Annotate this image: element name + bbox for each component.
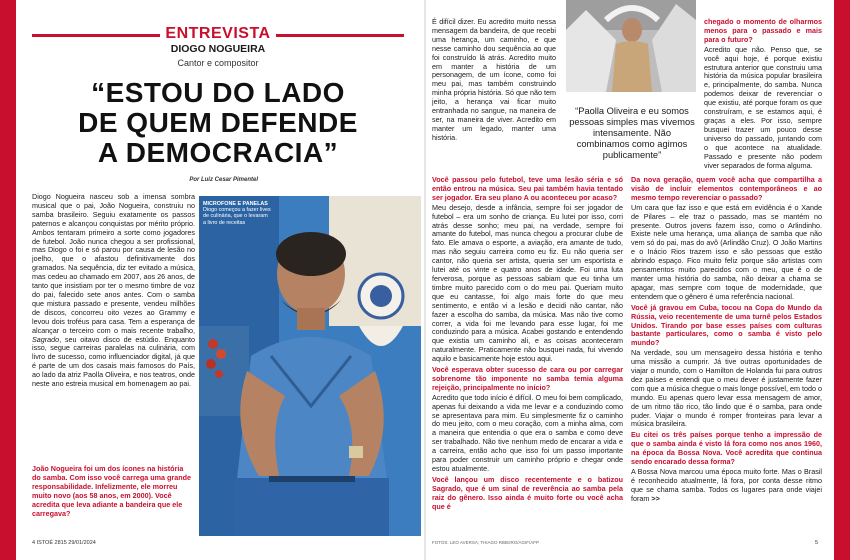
caption-text: Diogo começou a fazer lives de culinária, que o levaram a livro de receitas xyxy=(203,207,271,226)
folio-right: 5 xyxy=(814,540,818,546)
headline-line: A DEMOCRACIA” xyxy=(97,137,339,168)
interview-column-2 xyxy=(631,176,822,513)
headline xyxy=(40,78,396,168)
answer-text: Meu desejo, desde a infância, sempre foi ser jogador de futebol – era um sonho de criança. Eu lutei por isso, corri atrás desse sonho; meu pai, na verdade, sempre foi amante do futebol, mas nunca chegou a procurar clube de fato. Ele amava o esporte, a aviação, era amante de tudo, mas não seguiu carreira como eu fiz. Eu não queria ser cantor, não queria ser artista, queria ser um esportista e lutei até os vinte e quatro anos de idade. Foi uma luta ferverosa, porque as pessoas sabiam que eu tinha um timbre muito parecido com o do meu pai. Queriam muito que eu cantasse, foi algo mais forte do que meu sentimento, e então vi a lesão e decidi não cantar, não fazer a escolha do samba, da música. Mas não tive como correr, a vida foi me levando para esse lugar, foi me conduzindo para a música. Acabei gostando e entendendo que existia um caminho ali, e as coisas aconteceram naturalmente. Praticamente não busquei nada, fui vivendo aquilo e basicamente hoje estou aqui. xyxy=(432,202,623,364)
carnival-illustration xyxy=(566,0,696,92)
answer-text: Na verdade, sou um mensageiro dessa história e tenho uma missão a cumprir. Já tive outras oportunidades de viajar o mundo, com o Hamilton de Holanda fui para outros dez países e entendi que o meu dever é justamente fazer com que a música chegue o mais longe possível, em todo o mundo. Eu apenas quero levar essa mensagem de amor, de um ritmo tão rico, tão lindo que é o samba, para onde puder. Viajar o mundo é romper fronteiras para levar a música brasileira. xyxy=(631,348,822,429)
intro-album-title: Sagrado xyxy=(32,334,60,344)
answer-text: Um cara que faz isso e que está em evidência é o Xande de Pilares – ele traz o passado, mas se mantém no presente. Outros jovens fazem isso, como o Arlindinho. Existe nele uma herança, uma aliança de samba que não vem só do pai, mas do avô (Arlindão Cruz). O João Martins e o Inácio Rios trazem isso e são pessoas que estão abrindo espaço. Fico muito feliz porque são artistas com pensamentos muito parecidos com o meu, que é o de manter uma história do samba, não deixar a chama se apagar, mas sempre com toque de modernidade, que entendem que o gênero é uma referência nacional. xyxy=(631,202,822,301)
portrait-illustration xyxy=(199,196,421,536)
interview-column-1 xyxy=(432,176,623,513)
pull-quote: “Paolla Oliveira e eu somos pessoas simples mas vivemos intensamente. Não combinamos como agimos publicamente” xyxy=(569,106,695,160)
interview-body xyxy=(432,176,822,513)
carnival-photo xyxy=(566,0,696,92)
question-text: Você passou pelo futebol, teve uma lesão séria e só então entrou na música. Seu pai também havia tentado ser jogador. Era seu plano A ou aconteceu por acaso? xyxy=(432,175,623,202)
answer-text: Acredito que todo início é difícil. O meu foi bem complicado, apenas fui deixando a vida me levar e a conduzindo como se apresentava para mim. Eu simplesmente fiz o caminho do meu jeito, com o meu coração, com a minha alma, com a maneira que entendia o que era o samba e como deve ser trabalhado. Não tive nenhum medo de encarar a vida e a carreira, então acho que isso foi um passo importante para poder construir um caminho próprio e chegar onde estou atualmente. xyxy=(432,392,623,473)
answer-text xyxy=(631,468,822,504)
question-text: Você esperava obter sucesso de cara ou por carregar sobrenome tão imponente no samba temia alguma rejeição, principalmente no início? xyxy=(432,365,623,392)
section-rule-right xyxy=(276,34,404,37)
byline: Por Luiz Cesar Pimentel xyxy=(189,177,258,183)
answer-text: Acredito que não. Penso que, se você aqui hoje, é porque existiu estrutura anterior que construiu uma história da música popular brasileira e, principalmente, do samba. Nunca podemos deixar de reverenciar o que existiu, até porque foram os que construíram, e se estamos aqui, é graças a eles. Por isso, sempre busquei trazer um pouco desse universo do passado, juntando com o que acontece na atualidade. Passado e presente não podem viver separados de forma alguma. xyxy=(704,44,822,170)
caption-title: MICROFONE E PANELAS xyxy=(203,201,268,207)
headline-line: “ESTOU DO LADO xyxy=(91,77,345,108)
column-answer-heritage xyxy=(432,18,556,145)
section-label: ENTREVISTA xyxy=(165,25,271,42)
continue-marker: >> xyxy=(651,493,660,503)
photo-caption xyxy=(203,201,271,226)
page-edge-left xyxy=(0,0,16,560)
intro-paragraph xyxy=(32,193,195,389)
question-text: chegado o momento de olharmos menos para o passado e mais para o futuro? xyxy=(704,17,822,44)
headline-line: DE QUEM DEFENDE xyxy=(78,107,358,138)
question-text: Você lançou um disco recentemente e o batizou Sagrado, que é um sinal de reverência ao samba pela raiz do gênero. Isso ainda é muito forte ou você acha que é xyxy=(432,474,623,511)
spread-gutter xyxy=(424,0,426,560)
page-edge-right xyxy=(834,0,850,560)
column-past-future xyxy=(704,18,822,172)
folio-left: 4 ISTOÉ 2815 29/01/2024 xyxy=(32,540,96,546)
intro-lead: Diogo Nogueira nasceu sob a imensa sombra musical que o pai, João Nogueira, construiu no samba brasileiro. Seguiu exatamente os passos paternos e alcançou conquistas por mérito próprio. Ambos tentaram primeiro a sorte como jogadores de futebol. João nunca chegou a ser profissional, mas Diogo o foi e só parou por causa de lesão no joelho, que o afastou definitivamente dos gramados. Na sequência, diz ter evitado a música, mas cedeu ao chamado em 2007, aos 26 anos, de tanto que insistiam por ter o mesmo timbre de voz do pai, falecido sete anos antes. Com o samba que mistura passado e presente, vendeu milhões de discos, concorreu oito vezes ao Grammy e levou dois troféus para casa. Tem a esperança de alcançar o terceiro com o mais recente trabalho, xyxy=(32,192,195,335)
question-text: Da nova geração, quem você acha que compartilha a visão de incluir elementos contemporâneos e ao mesmo tempo reverenciar o passado? xyxy=(631,175,822,202)
interviewee-role: Cantor e compositor xyxy=(177,58,259,68)
portrait-photo xyxy=(199,196,421,536)
section-header xyxy=(32,27,404,43)
answer-text: É difícil dizer. Eu acredito muito nessa mensagem da bandeira, de que recebi uma herança, um caminho, e que nesse caminho dou sequência ao que foi construído lá atrás. Acredito muito em manter a história de um personagem, de um ícone, como foi meu pai, mas também construindo minha própria história. Só que não tem jeito, a herança vai ficar muito entranhada no sangue, na maneira de ser, na maneira de viver. Acredito em manter um legado, manter uma história. xyxy=(432,17,556,142)
intro-tail: , seu oitavo disco de estúdio. Enquanto isso, segue carreiras paralelas na culinária, com livro de sucesso, como influenciador digital, já que é parte de um dos casais mais famosos do País, ao lado da atriz Paolla Oliveira, e nos teatros, onde neste ano estreia musical em homenagem ao pai. xyxy=(32,334,196,389)
question-text: Eu citei os três países porque tenho a impressão de que o samba ainda é visto lá fora como nos anos 1960, na época da Bossa Nova. Você acredita que continua sendo encarado dessa forma? xyxy=(631,430,822,467)
interviewee-name: DIOGO NOGUEIRA xyxy=(170,43,266,55)
photo-credit: FOTOS: LEO AVERSA; THIAGO RIBEIRO/AGIF/AFP xyxy=(432,540,540,545)
answer-text-span: A Bossa Nova marcou uma época muito forte. Mas o Brasil é reconhecido atualmente, lá fora, por conta desse ritmo que se chama samba. Todos os lugares para onde viajei foram xyxy=(631,467,822,503)
question-heritage: João Nogueira foi um dos ícones na história do samba. Com isso você carrega uma grande responsabilidade. Infelizmente, ele morreu muito novo (aos 58 anos, em 2000). Você acredita que leva adiante a bandeira que ele carregava? xyxy=(32,464,191,518)
question-text: Você já gravou em Cuba, tocou na Copa do Mundo da Rússia, veio recentemente de uma turnê pelos Estados Unidos. Tirando por base esses países com culturas bastante particulares, como o samba é visto pelo mundo? xyxy=(631,302,822,348)
